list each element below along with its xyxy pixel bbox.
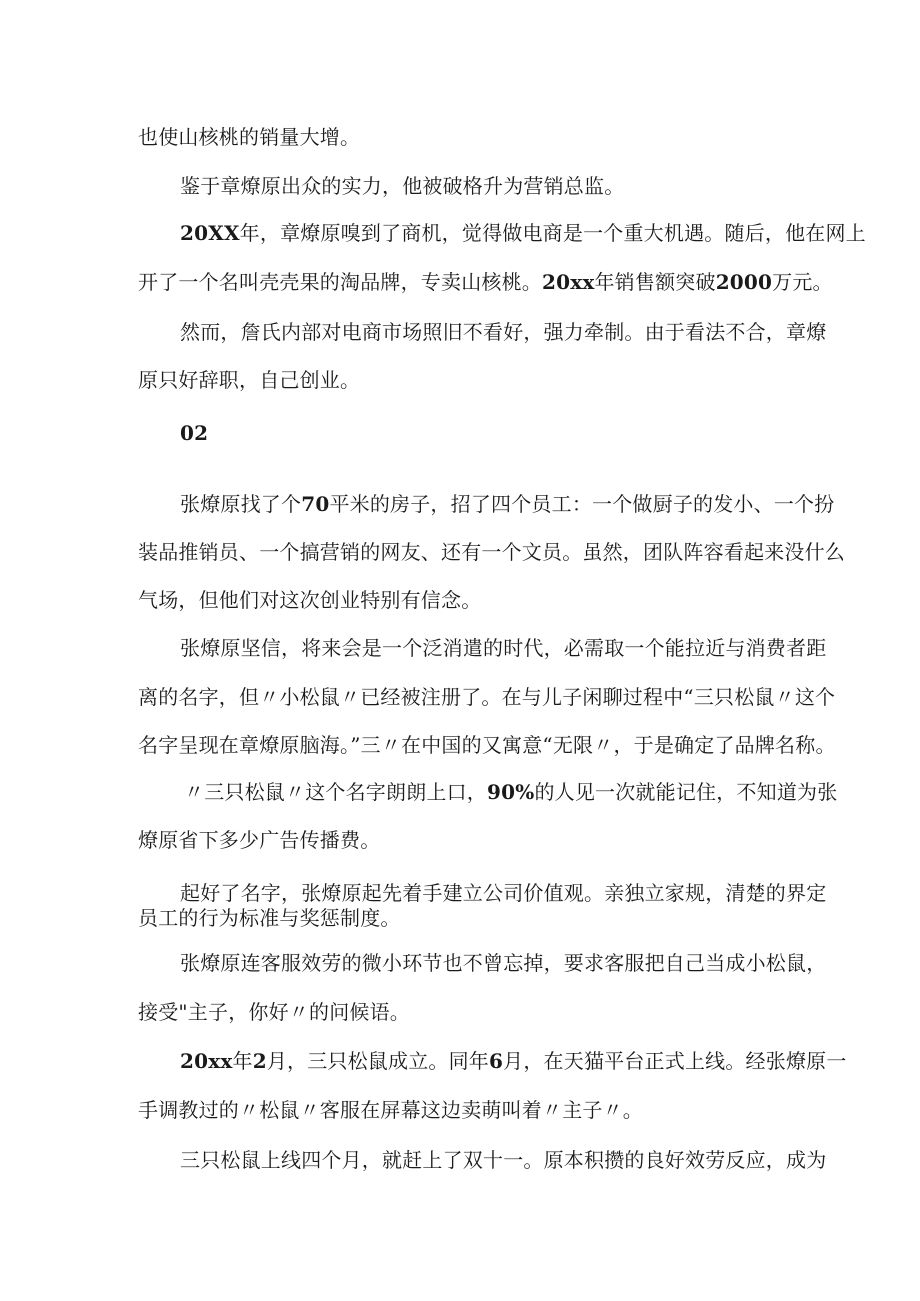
paragraph-line: 〃三只松鼠〃这个名字朗朗上口，90%的人见一次就能记住，不知道为张 — [184, 780, 838, 804]
paragraph-line: 然而，詹氏内部对电商市场照旧不看好，强力牵制。由于看法不合，章燎 — [180, 320, 827, 344]
sales-number: 2000 — [715, 270, 773, 294]
paragraph-line: 开了一个名叫壳壳果的淘品牌，专卖山核桃。20xx年销售额突破2000万元。 — [138, 270, 833, 294]
paragraph-line: 离的名字，但〃小松鼠〃已经被注册了。在与儿子闲聊过程中“三只松鼠〃这个 — [138, 685, 836, 709]
paragraph-line: 接受"主子，你好〃的问候语。 — [138, 1000, 410, 1024]
paragraph-line: 员工的行为标准与奖惩制度。 — [138, 906, 401, 930]
paragraph-line: 张燎原坚信，将来会是一个泛消遣的时代，必需取一个能拉近与消费者距 — [180, 636, 827, 660]
month-number: 2 — [252, 1049, 267, 1073]
section-number: 02 — [180, 421, 209, 445]
paragraph-line: 原只好辞职，自己创业。 — [138, 368, 361, 392]
paragraph-line: 气场，但他们对这次创业特别有信念。 — [138, 588, 482, 612]
paragraph-line: 20XX年，章燎原嗅到了商机，觉得做电商是一个重大机遇。随后，他在网上 — [180, 221, 866, 245]
month-number: 6 — [489, 1049, 504, 1073]
paragraph-line: 三只松鼠上线四个月，就赶上了双十一。原本积攒的良好效劳反应，成为 — [180, 1148, 827, 1172]
paragraph-line: 燎原省下多少广告传播费。 — [138, 828, 381, 852]
area-number: 70 — [301, 492, 330, 516]
paragraph-line: 装品推销员、一个搞营销的网友、还有一个文员。虽然，团队阵容看起来没什么 — [138, 540, 845, 564]
paragraph-line: 名字呈现在章燎原脑海。”三〃在中国的又寓意“无限〃，于是确定了品牌名称。 — [138, 733, 836, 757]
year-number: 20xx — [542, 270, 595, 294]
year-number: 20xx — [180, 1049, 233, 1073]
paragraph-line: 张燎原连客服效劳的微小环节也不曾忘掉，要求客服把自己当成小松鼠， — [180, 951, 827, 975]
percent-number: 90% — [487, 780, 535, 804]
paragraph-line: 起好了名字，张燎原起先着手建立公司价值观。亲独立家规，清楚的界定 — [180, 881, 827, 905]
paragraph-line: 20xx年2月，三只松鼠成立。同年6月，在天猫平台正式上线。经张燎原一 — [180, 1049, 847, 1073]
paragraph-line: 鉴于章燎原出众的实力，他被破格升为营销总监。 — [180, 174, 625, 198]
year-number: 20XX — [180, 221, 240, 245]
paragraph-line: 张燎原找了个70平米的房子，招了四个员工：一个做厨子的发小、一个扮 — [180, 492, 835, 516]
paragraph-line: 手调教过的〃松鼠〃客服在屏幕这边卖萌叫着〃主子〃。 — [138, 1098, 643, 1122]
paragraph-line: 也使山核桃的销量大增。 — [138, 125, 361, 149]
